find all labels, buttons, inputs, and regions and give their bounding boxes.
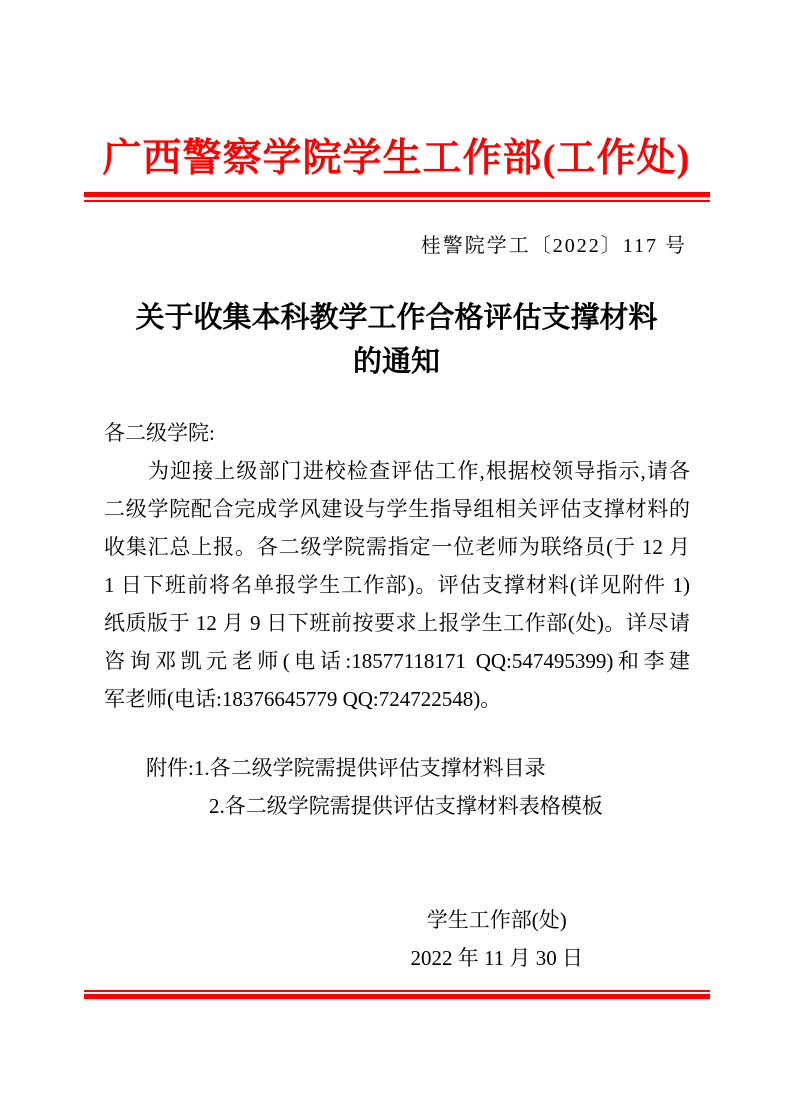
notice-title-line-2: 的通知 <box>352 346 440 378</box>
body-paragraph-line: 纸质版于 12 月 9 日下班前按要求上报学生工作部(处)。详尽请 <box>104 611 690 635</box>
doc-number: 桂警院学工〔2022〕117 号 <box>420 235 687 257</box>
salutation: 各二级学院: <box>104 421 215 445</box>
body-paragraph <box>104 452 690 718</box>
body-paragraph-line: 1 日下班前将名单报学生工作部)。评估支撑材料(详见附件 1) <box>104 573 690 597</box>
red-divider-top-thick-bar <box>84 192 710 197</box>
body-paragraph-line: 军老师(电话:18376645779 QQ:724722548)。 <box>104 687 502 711</box>
org-masthead-title: 广西警察学院学生工作部(工作处) <box>102 137 691 180</box>
attachment-line-1: 附件:1.各二级学院需提供评估支撑材料目录 <box>146 756 546 780</box>
attachment-line-2: 2.各二级学院需提供评估支撑材料表格模板 <box>209 794 603 818</box>
body-paragraph-line: 收集汇总上报。各二级学院需指定一位老师为联络员(于 12 月 <box>104 535 690 559</box>
body-paragraph-line: 为迎接上级部门进校检查评估工作,根据校领导指示,请各 <box>148 459 690 483</box>
signature-block <box>411 901 583 977</box>
signature-org: 学生工作部(处) <box>426 908 567 932</box>
notice-body <box>0 414 793 825</box>
red-divider-bottom-thick-bar <box>84 994 710 999</box>
red-divider-top <box>84 192 710 202</box>
notice-title <box>0 296 793 384</box>
attachments-list <box>104 749 690 825</box>
body-paragraph-line: 二级学院配合完成学风建设与学生指导组相关评估支撑材料的 <box>104 497 690 521</box>
signature-date: 2022 年 11 月 30 日 <box>410 946 583 970</box>
red-divider-bottom <box>84 990 710 999</box>
red-divider-bottom-thin-bar <box>84 990 710 992</box>
body-paragraph-line: 咨询邓凯元老师(电话:18577118171 QQ:547495399)和李建 <box>104 649 690 673</box>
red-divider-top-thin-bar <box>84 200 710 202</box>
notice-title-line-1: 关于收集本科教学工作合格评估支撑材料 <box>135 302 658 334</box>
